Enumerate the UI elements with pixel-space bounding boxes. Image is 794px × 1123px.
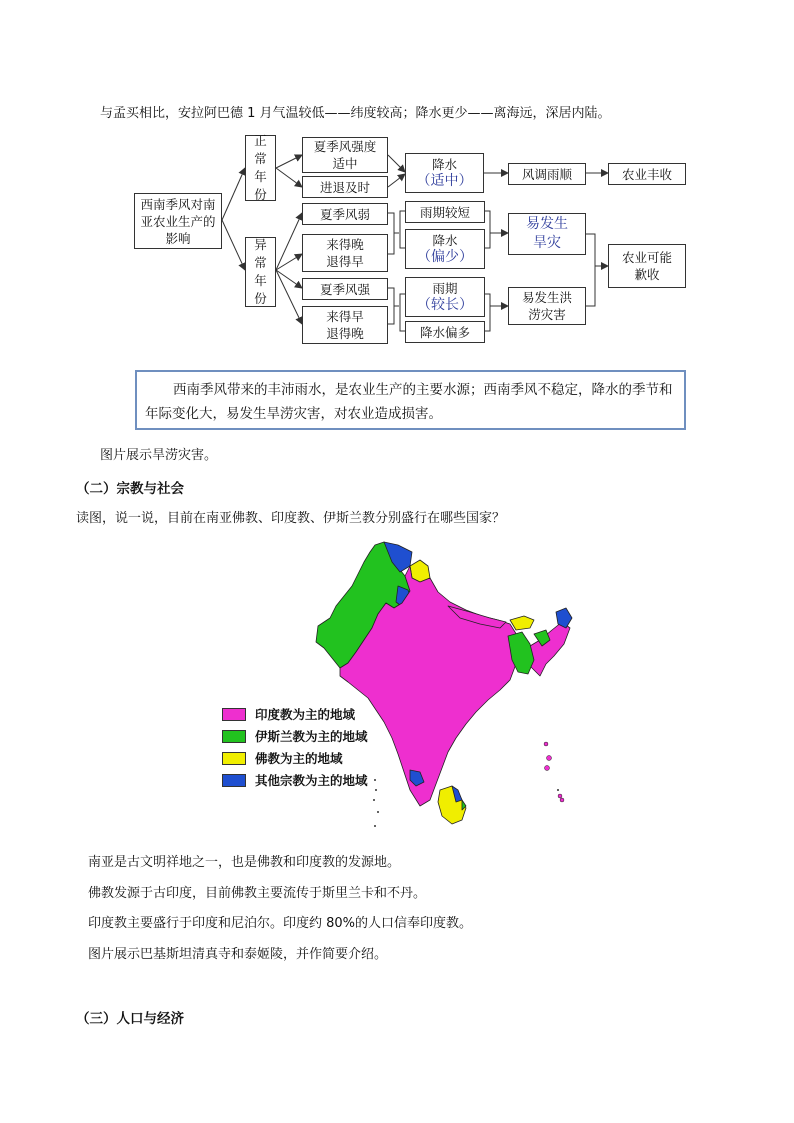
legend-swatch-buddhism <box>222 752 246 765</box>
abnormal-outcome-box: 农业可能歉收 <box>608 244 686 288</box>
abnormal-cause-late: 来得晚退得早 <box>302 234 388 272</box>
paragraph-origin: 南亚是古文明祥地之一，也是佛教和印度教的发源地。 <box>88 855 401 870</box>
legend-label-hindu: 印度教为主的地域 <box>255 707 356 722</box>
normal-outcome-box: 农业丰收 <box>608 163 686 185</box>
intro-line: 与孟买相比，安拉阿巴德 1 月气温较低——纬度较高；降水更少——离海远，深居内陆。 <box>100 106 611 121</box>
normal-result-box: 风调雨顺 <box>508 163 586 185</box>
flood-box: 易发生洪涝灾害 <box>508 287 586 325</box>
map-maldives-dots <box>373 779 559 827</box>
effect-long-rain-value: （较长） <box>417 297 473 313</box>
legend-item-islam <box>222 725 368 747</box>
normal-cause-moderate: 夏季风强度适中 <box>302 137 388 173</box>
abnormal-cause-strong: 夏季风强 <box>302 278 388 300</box>
map-legend <box>222 703 368 791</box>
section3-heading: （三）人口与经济 <box>76 1011 184 1027</box>
abnormal-cause-weak: 夏季风弱 <box>302 203 388 225</box>
effect-less-rain-label: 降水 <box>432 233 458 248</box>
summary-callout-text: 西南季风带来的丰沛雨水，是农业生产的主要水源；西南季风不稳定，降水的季节和年际变化大，易发生旱涝灾害，对农业造成损害。 <box>145 382 673 422</box>
effect-long-rain-label: 雨期 <box>432 281 458 296</box>
legend-swatch-other <box>222 774 246 787</box>
legend-item-buddhism <box>222 747 368 769</box>
effect-less-rain-value: （偏少） <box>417 249 473 265</box>
normal-rain-value: （适中） <box>416 173 473 189</box>
section2-heading: （二）宗教与社会 <box>76 481 184 497</box>
legend-swatch-hindu <box>222 708 246 721</box>
abnormal-cause-early: 来得早退得晚 <box>302 306 388 344</box>
legend-item-other <box>222 769 368 791</box>
normal-rain-label: 降水 <box>431 157 457 172</box>
map-islands <box>544 742 564 802</box>
map-region-bhutan <box>510 616 534 630</box>
picture-note-disasters: 图片展示旱涝灾害。 <box>100 448 218 463</box>
effect-more-rain: 降水偏多 <box>405 321 485 343</box>
legend-label-other: 其他宗教为主的地域 <box>255 773 368 788</box>
legend-swatch-islam <box>222 730 246 743</box>
drought-box: 易发生旱灾 <box>508 213 586 255</box>
normal-cause-timely: 进退及时 <box>302 176 388 198</box>
section2-question: 读图，说一说，目前在南亚佛教、印度教、伊斯兰教分别盛行在哪些国家？ <box>76 511 506 526</box>
legend-label-islam: 伊斯兰教为主的地域 <box>255 729 368 744</box>
paragraph-buddhism: 佛教发源于古印度，目前佛教主要流传于斯里兰卡和不丹。 <box>88 886 427 901</box>
picture-note-mosque: 图片展示巴基斯坦清真寺和泰姬陵，并作简要介绍。 <box>88 947 388 962</box>
paragraph-hinduism: 印度教主要盛行于印度和尼泊尔。印度约 80%的人口信奉印度教。 <box>88 916 473 931</box>
effect-short-rain-period: 雨期较短 <box>405 201 485 223</box>
legend-label-buddhism: 佛教为主的地域 <box>255 751 343 766</box>
diagram-root: 西南季风对南亚农业生产的影响 <box>134 193 222 249</box>
legend-item-hindu <box>222 703 368 725</box>
abnormal-year-box: 异常年份 <box>245 237 276 307</box>
normal-year-box: 正常年份 <box>245 135 276 201</box>
